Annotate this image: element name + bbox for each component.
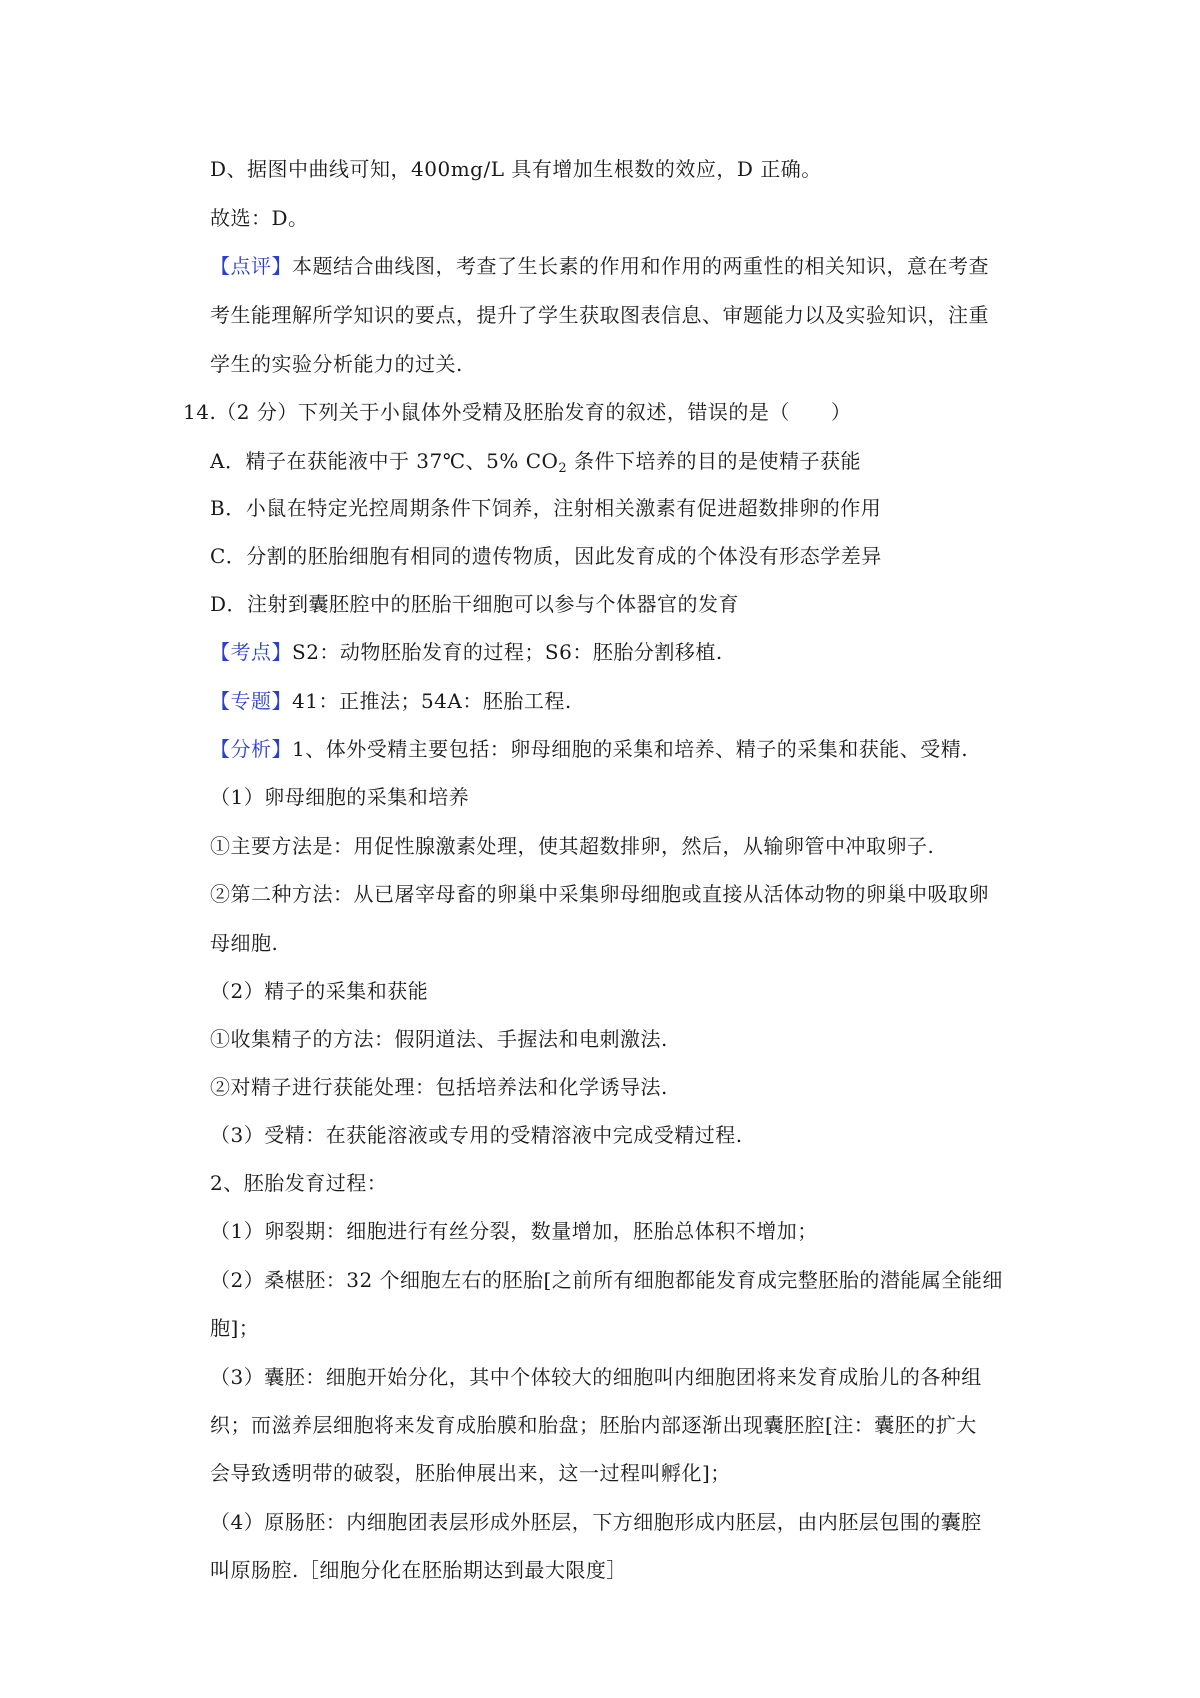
analysis-line-10: 2、胚胎发育过程： (210, 1171, 388, 1195)
comment-line-1: 【点评】本题结合曲线图，考查了生长素的作用和作用的两重性的相关知识，意在考查 (210, 254, 989, 278)
analysis-line-1: 【分析】1、体外受精主要包括：卵母细胞的采集和培养、精子的采集和获能、受精. (210, 737, 969, 761)
comment-tag: 【点评】 (210, 254, 292, 278)
analysis-line-14: （3）囊胚：细胞开始分化，其中个体较大的细胞叫内细胞团将来发育成胎儿的各种组 (210, 1365, 982, 1389)
option-d: D．注射到囊胚腔中的胚胎干细胞可以参与个体器官的发育 (210, 592, 740, 616)
analysis-line-4: ②第二种方法：从已屠宰母畜的卵巢中采集卵母细胞或直接从活体动物的卵巢中吸取卵 (210, 882, 989, 906)
analysis-line-8: ②对精子进行获能处理：包括培养法和化学诱导法. (210, 1075, 668, 1099)
analysis-line-5: 母细胞. (210, 931, 279, 955)
analysis-line-13: 胞]； (210, 1316, 260, 1340)
knowledge-point-tag: 【考点】 (210, 640, 292, 664)
analysis-line-17: （4）原肠胚：内细胞团表层形成外胚层，下方细胞形成内胚层，由内胚层包围的囊腔 (210, 1510, 982, 1534)
analysis-line-3: ①主要方法是：用促性腺激素处理，使其超数排卵，然后，从输卵管中冲取卵子. (210, 834, 935, 858)
comment-line-2: 考生能理解所学知识的要点，提升了学生获取图表信息、审题能力以及实验知识，注重 (210, 303, 989, 327)
analysis-line-16: 会导致透明带的破裂，胚胎伸展出来，这一过程叫孵化]； (210, 1461, 731, 1485)
analysis-line-18: 叫原肠腔.［细胞分化在胚胎期达到最大限度］ (210, 1558, 627, 1582)
analysis-line-7: ①收集精子的方法：假阴道法、手握法和电刺激法. (210, 1027, 668, 1051)
analysis-line-11: （1）卵裂期：细胞进行有丝分裂，数量增加，胚胎总体积不增加； (210, 1219, 818, 1243)
analysis-line-12: （2）桑椹胚：32 个细胞左右的胚胎[之前所有细胞都能发育成完整胚胎的潜能属全能细 (210, 1268, 1003, 1292)
topic-tag: 【专题】 (210, 689, 292, 713)
option-c: C．分割的胚胎细胞有相同的遗传物质，因此发育成的个体没有形态学差异 (210, 544, 882, 568)
knowledge-point-line: 【考点】S2：动物胚胎发育的过程；S6：胚胎分割移植. (210, 640, 723, 664)
analysis-line-9: （3）受精：在获能溶液或专用的受精溶液中完成受精过程. (210, 1123, 743, 1147)
option-a: A．精子在获能液中于 37℃、5% $CO_2$ 条件下培养的目的是使精子获能 (210, 449, 862, 476)
analysis-line-2: （1）卵母细胞的采集和培养 (210, 785, 470, 809)
comment-line-3: 学生的实验分析能力的过关. (210, 352, 463, 376)
analysis-line-6: （2）精子的采集和获能 (210, 979, 429, 1003)
answer-line: 故选：D。 (210, 206, 309, 230)
question-14-stem: 14.（2 分）下列关于小鼠体外受精及胚胎发育的叙述，错误的是（ ） (183, 400, 852, 424)
analysis-line-15: 织；而滋养层细胞将来发育成胎膜和胎盘；胚胎内部逐渐出现囊胚腔[注：囊胚的扩大 (210, 1413, 977, 1437)
option-b: B．小鼠在特定光控周期条件下饲养，注射相关激素有促进超数排卵的作用 (210, 496, 882, 520)
topic-line: 【专题】41：正推法；54A：胚胎工程. (210, 689, 572, 713)
analysis-tag: 【分析】 (210, 737, 292, 761)
option-d-explanation: D、据图中曲线可知，400mg/L 具有增加生根数的效应，D 正确。 (210, 157, 822, 181)
